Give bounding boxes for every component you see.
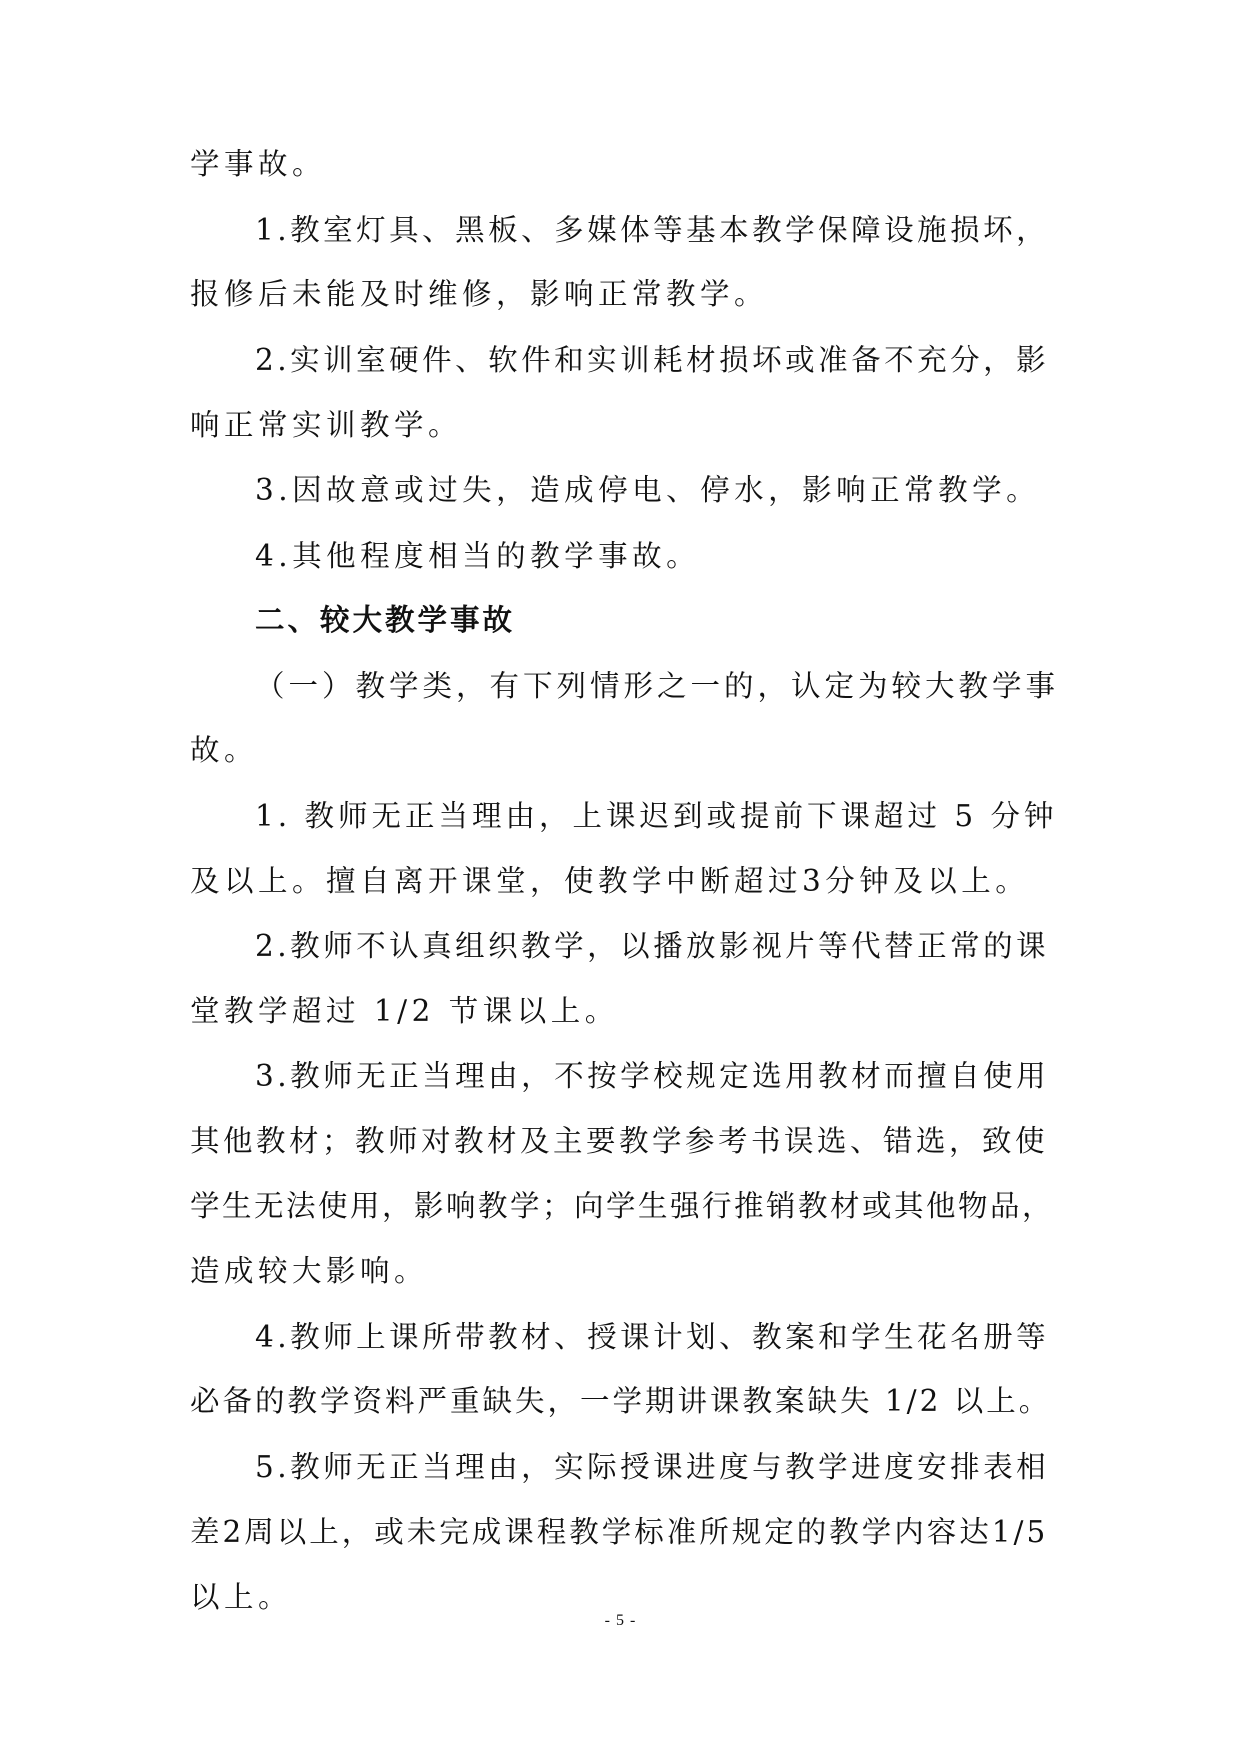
text-line: 报修后未能及时维修，影响正常教学。 xyxy=(190,277,769,311)
text-line: 2.实训室硬件、软件和实训耗材损坏或准备不充分，影 xyxy=(255,343,1050,377)
text-line: 及以上。擅自离开课堂，使教学中断超过3分钟及以上。 xyxy=(190,864,1030,898)
text-line: 学生无法使用，影响教学；向学生强行推销教材或其他物品， xyxy=(190,1189,1055,1223)
text-line: 堂教学超过 1/2 节课以上。 xyxy=(190,994,619,1028)
text-line: （一）教学类，有下列情形之一的，认定为较大教学事 xyxy=(255,669,1060,703)
text-line: 造成较大影响。 xyxy=(190,1254,429,1288)
section-heading: 二、较大教学事故 xyxy=(255,602,516,637)
text-line: 响正常实训教学。 xyxy=(190,408,463,442)
text-line: 3.因故意或过失，造成停电、停水，影响正常教学。 xyxy=(255,473,1041,507)
text-line: 1.教室灯具、黑板、多媒体等基本教学保障设施损坏， xyxy=(255,213,1050,247)
text-line: 3.教师无正当理由，不按学校规定选用教材而擅自使用 xyxy=(255,1059,1050,1093)
text-line: 学事故。 xyxy=(190,147,327,181)
text-line: 其他教材；教师对教材及主要教学参考书误选、错选，致使 xyxy=(190,1124,1049,1158)
text-line: 1. 教师无正当理由，上课迟到或提前下课超过 5 分钟 xyxy=(255,799,1058,833)
text-line: 5.教师无正当理由，实际授课进度与教学进度安排表相 xyxy=(255,1450,1050,1484)
text-line: 故。 xyxy=(190,733,259,767)
text-line: 2.教师不认真组织教学，以播放影视片等代替正常的课 xyxy=(255,929,1050,963)
page-number: - 5 - xyxy=(604,1612,637,1629)
text-line: 差2周以上，或未完成课程教学标准所规定的教学内容达1/5 xyxy=(190,1515,1049,1549)
text-line: 必备的教学资料严重缺失，一学期讲课教案缺失 1/2 以上。 xyxy=(190,1384,1052,1418)
text-line: 以上。 xyxy=(190,1580,293,1614)
text-line: 4.教师上课所带教材、授课计划、教案和学生花名册等 xyxy=(255,1320,1050,1354)
text-line: 4.其他程度相当的教学事故。 xyxy=(255,539,701,573)
